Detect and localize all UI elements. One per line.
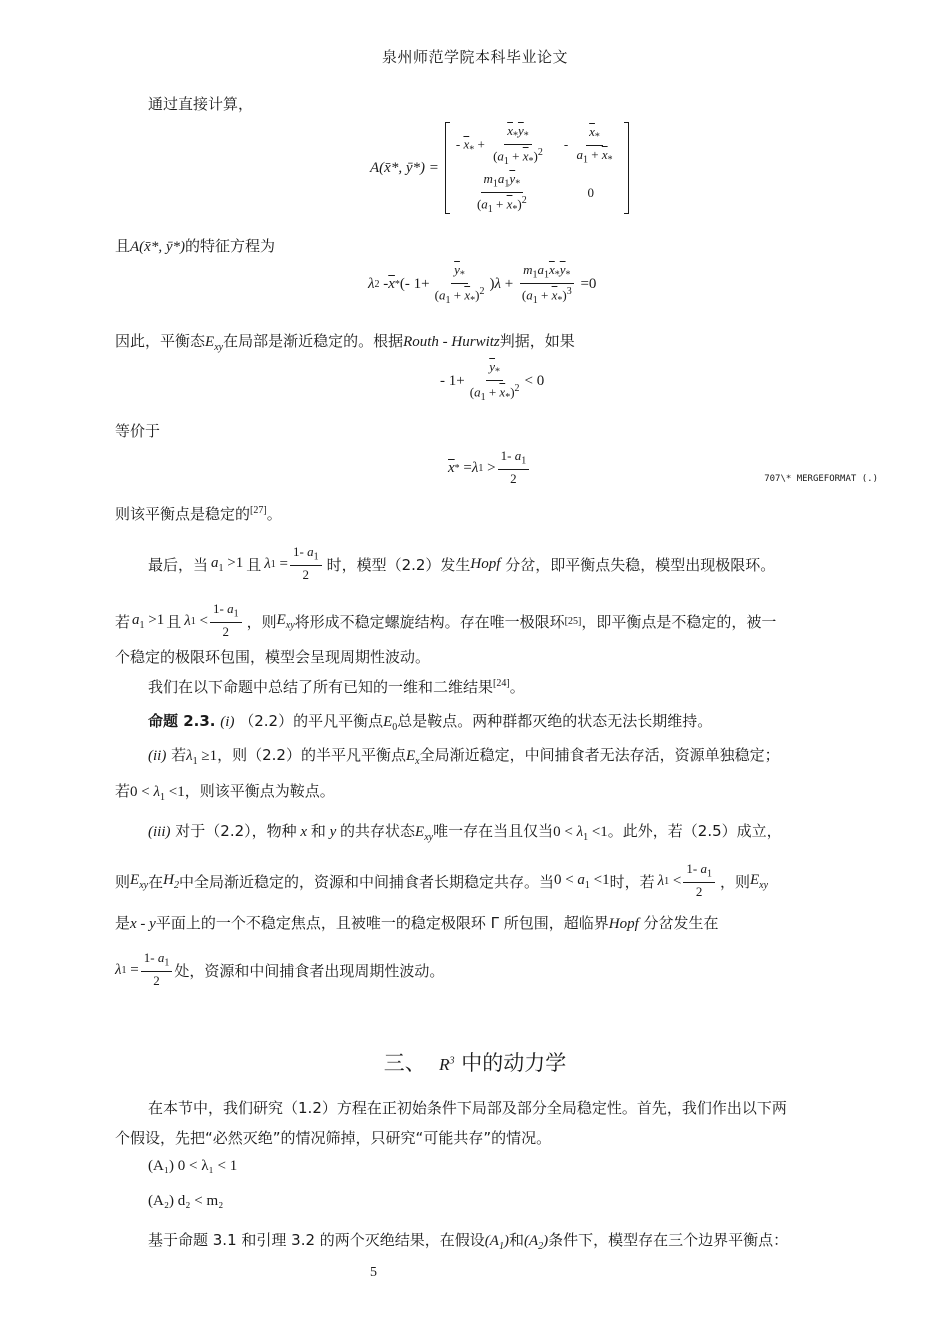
assumption-A1: (A₁) 0 < λ₁ < 1 <box>148 1158 238 1174</box>
text-segment: ，则（2.2）的半平凡平衡点 <box>217 746 406 764</box>
text-segment: 唯一存在当且仅当 <box>433 822 554 840</box>
section-3-paragraph-2 <box>148 1229 788 1252</box>
text-segment: 若 <box>171 746 187 764</box>
item-label: (iii) <box>148 824 171 840</box>
condition-a1-range: $0 < a_1 <1$ <box>553 871 610 891</box>
stable-conclusion <box>115 503 282 524</box>
text-segment: 三、 <box>383 1051 426 1075</box>
proposition-iii <box>148 820 782 843</box>
text-segment: 最后，当 <box>148 555 209 574</box>
text-segment: 在局部是渐近稳定的。根据 <box>223 332 404 350</box>
stability-condition-inequality: - 1+ $\frac{\overline{y}_*}{(a_1 + \overline{x}_*)^2}$ < 0 <box>440 359 545 404</box>
text-segment: 中的动力学 <box>461 1051 567 1075</box>
item-label: (i) <box>220 714 235 730</box>
text-segment: 。此外，若（2.5）成立， <box>607 822 782 840</box>
text-segment: 我们在以下命题中总结了所有已知的一维和二维结果 <box>148 678 494 696</box>
text-segment: 判据，如果 <box>499 332 575 350</box>
matrix-cell-11: - $\overline{x}_*$ + $\frac{\overline{x}_*\overline{y}_*}{(a_1 + \overline{x}_*)^2}$ <box>455 123 543 168</box>
text-segment: 处，资源和中间捕食者出现周期性波动。 <box>174 961 445 980</box>
symbol-Exy: $E_{xy}$ <box>205 334 224 353</box>
text-segment: 是 <box>115 914 131 932</box>
symbol-R3: $R^3$ <box>439 1055 455 1074</box>
hopf-term: Hopf <box>608 916 639 932</box>
text-segment: 时，模型（2.2）发生 <box>326 555 471 574</box>
proposition-i: 命题 2.3. (i) （2.2）的平凡平衡点$E_0$总是鞍点。两种群都灭绝的状态无法长期维持。 <box>148 712 713 733</box>
text-segment: 且 <box>166 612 182 631</box>
text-segment: 全局渐近稳定，中间捕食者无法存活，资源单独稳定； <box>419 746 780 764</box>
text-segment: 则 <box>115 872 131 891</box>
text-segment: 分岔，即平衡点失稳，模型出现极限环。 <box>505 555 776 574</box>
text-segment: 且 <box>246 555 262 574</box>
text-segment: 时，若 <box>609 872 655 891</box>
text-segment: 总是鞍点。两种群都灭绝的状态无法长期维持。 <box>397 712 713 730</box>
page-number: 5 <box>370 1265 377 1280</box>
text-segment: 。 <box>266 505 282 523</box>
condition-lambda1: λ 1 = $\frac{1- a_1}{2}$ <box>264 545 323 583</box>
summary-line <box>148 676 525 697</box>
text-segment: ，则 <box>246 612 277 631</box>
symbol-Exy: $E_{xy}$ <box>130 871 149 891</box>
text-segment: 的共存状态 <box>340 822 416 840</box>
matrix-body <box>445 122 629 214</box>
paragraph-stability <box>115 330 575 353</box>
condition-lambda1-range: $0 < \lambda_1 <1$ <box>130 784 185 803</box>
symbol-A2: $(A_2)$ <box>523 1233 549 1252</box>
symbol-Exy: $E_{xy}$ <box>276 611 295 631</box>
text-segment: ，则该平衡点为鞍点。 <box>184 782 335 800</box>
condition-a1: $a_1 >1$ <box>132 611 165 631</box>
section-3-paragraph-line2: 个假设，先把“必然灭绝”的情况筛掉，只研究“可能共存”的情况。 <box>115 1129 552 1147</box>
proposition-label: 命题 2.3. <box>148 712 216 730</box>
symbol-x-y-plane: x - y <box>130 916 156 932</box>
citation-24: [24] <box>493 678 510 689</box>
text-segment: 则该平衡点是稳定的 <box>115 505 251 523</box>
text-segment: 的特征方程为 <box>184 237 275 255</box>
symbol-H2: $H_2$ <box>163 871 179 891</box>
symbol-Ex: $E_x$ <box>405 748 420 767</box>
text-segment: 基于命题 3.1 和引理 3.2 的两个灭绝结果，在假设 <box>148 1231 485 1249</box>
condition-lambda1: $\lambda_1 \ge 1$ <box>186 748 218 767</box>
text-segment: 若 <box>115 782 131 800</box>
condition-lambda1-range: $0 < \lambda_1 <1$ <box>553 824 608 843</box>
section-3-paragraph-line1: 在本节中，我们研究（1.2）方程在正初始条件下局部及部分全局稳定性。首先，我们作出以下两 <box>148 1099 787 1117</box>
text-segment: 中全局渐近稳定的，资源和中间捕食者长期稳定共存。当 <box>178 872 554 891</box>
text-segment: 和 <box>508 1231 524 1249</box>
text-segment: 。 <box>509 678 525 696</box>
char-eq-intro <box>115 235 275 256</box>
proposition-ii-line2 <box>115 780 335 803</box>
symbol-y: y <box>325 824 340 840</box>
citation-27: [27] <box>250 505 267 516</box>
text-segment: 且 <box>115 237 131 255</box>
equivalent-equation: $\overline{x}$ * = λ 1 > $\frac{1- a_1}{2}$ <box>448 449 531 487</box>
text-segment: 将形成不稳定螺旋结构。存在唯一极限环 <box>294 612 565 631</box>
text-segment: ，则 <box>719 872 750 891</box>
text-segment: 因此，平衡态 <box>115 332 206 350</box>
proposition-ii <box>148 744 780 767</box>
symbol-x: x <box>296 824 311 840</box>
text-segment: 分岔发生在 <box>643 914 719 932</box>
text-segment: （2.2）的平凡平衡点 <box>239 712 384 730</box>
text-segment: 条件下，模型存在三个边界平衡点： <box>548 1231 789 1249</box>
paragraph-unstable <box>115 602 776 640</box>
proposition-iii-line3 <box>115 912 719 933</box>
citation-25: [25] <box>564 615 582 627</box>
symbol-Exy: $E_{xy}$ <box>749 871 769 891</box>
text-segment: 若 <box>115 612 131 631</box>
symbol-A1: $(A_1)$ <box>484 1233 509 1252</box>
condition-a1: $a_1 >1$ <box>211 554 244 574</box>
matrix-lhs: A(x̄*, ȳ*) = <box>370 159 439 176</box>
matrix-equation <box>370 121 629 215</box>
routh-hurwitz-term: Routh - Hurwitz <box>403 334 500 350</box>
text-segment: 在 <box>148 872 164 891</box>
paragraph-unstable-line2: 个稳定的极限环包围，模型会呈现周期性波动。 <box>115 648 431 666</box>
equivalent-label: 等价于 <box>115 422 161 440</box>
condition-lambda1: λ 1 < $\frac{1- a_1}{2}$ <box>658 862 717 900</box>
matrix-cell-21: $\frac{m_1a_1\overline{y}_*}{(a_1 + \overline{x}_*)^2}$ <box>476 170 527 215</box>
text-segment: ，即平衡点是不稳定的，被一 <box>581 612 777 631</box>
equation-tag: 707\* MERGEFORMAT (.) <box>764 474 878 484</box>
page-header-title: 泉州师范学院本科毕业论文 <box>381 48 568 66</box>
symbol-E0: E <box>383 714 393 730</box>
matrix-cell-22: 0 <box>587 185 594 201</box>
matrix-cell-12: - $\frac{\overline{x}_*}{a_1 + \overline{x}_*}$ <box>563 124 613 166</box>
symbol-Exy: $E_{xy}$ <box>415 824 434 843</box>
characteristic-equation: λ 2 - $\overline{x}$ * (- 1+ $\frac{\overline{y}_*}{(a_1 + \overline{x}_*)^2}$ ) λ + $\frac{m_1a_1\overline{x}_*\overline{y}_*}{(a_1 + \overline{x}_*)^3}$ =0 <box>368 262 597 307</box>
condition-lambda1: λ 1 = $\frac{1- a_1}{2}$ <box>115 951 174 989</box>
matrix-symbol: A(x̄*, ȳ*) <box>130 239 185 255</box>
hopf-term: Hopf <box>470 555 501 572</box>
text-segment: 和 <box>310 822 326 840</box>
item-label: (ii) <box>148 748 167 764</box>
paragraph-direct-calc: 通过直接计算， <box>148 95 254 113</box>
section-3-title <box>0 1047 950 1077</box>
assumption-A2: (A₂) d₂ < m₂ <box>148 1193 224 1209</box>
condition-lambda1: λ 1 < $\frac{1- a_1}{2}$ <box>184 602 243 640</box>
proposition-iii-line4 <box>115 951 444 989</box>
paragraph-hopf <box>148 545 775 583</box>
text-segment: 平面上的一个不稳定焦点，且被唯一的稳定极限环 Γ 所包围，超临界 <box>155 914 609 932</box>
proposition-iii-line2 <box>115 862 768 900</box>
text-segment: 对于（2.2），物种 <box>175 822 297 840</box>
